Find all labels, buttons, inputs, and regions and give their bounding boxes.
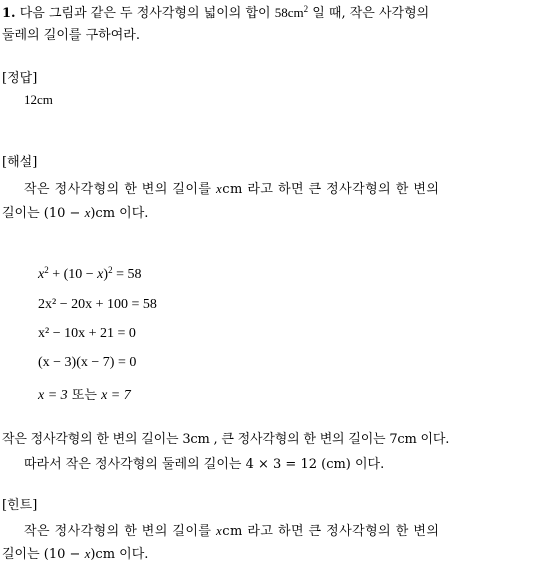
solution-intro-line-1	[24, 178, 439, 197]
eq1-x1: x	[38, 267, 45, 282]
solution-intro2-text-b: )cm 이다.	[90, 206, 149, 221]
area-exponent: 2	[303, 4, 309, 14]
problem-line-1	[2, 2, 429, 21]
equation-5	[38, 384, 131, 404]
problem-number: 1.	[2, 6, 16, 21]
problem-text-a: 다음 그림과 같은 두 정사각형의 넓이의 합이	[19, 6, 275, 21]
eq1-power1: 2	[44, 265, 49, 275]
eq5-root-b: x = 7	[101, 388, 131, 403]
eq1-x2: x	[97, 267, 104, 282]
eq5-root-a: x = 3	[38, 388, 68, 403]
hint-line-1	[24, 520, 439, 539]
answer-value: 12cm	[24, 92, 53, 107]
solution-intro-text-a: 작은 정사각형의 한 변의 길이를	[24, 182, 217, 197]
solution-result-line-2: 따라서 작은 정사각형의 둘레의 길이는 4 × 3 = 12 (cm) 이다.	[24, 457, 385, 472]
equation-4: (x − 3)(x − 7) = 0	[38, 355, 137, 370]
eq1-tail: = 58	[112, 267, 142, 282]
equation-1	[38, 267, 141, 283]
hint2-variable: x	[84, 546, 91, 561]
solution-intro-text-b: cm 라고 하면 큰 정사각형의 한 변의	[222, 182, 440, 197]
hint-line-2	[2, 543, 148, 562]
solution-intro2-text-a: 길이는 (10 −	[2, 206, 85, 221]
hint2-text-a: 길이는 (10 −	[2, 547, 85, 562]
hint-heading: [힌트]	[2, 498, 38, 513]
problem-line-2: 둘레의 길이를 구하여라.	[2, 28, 140, 43]
area-value: 58	[274, 5, 288, 20]
eq1-mid: + (10 −	[48, 267, 98, 282]
solution-intro2-variable: x	[84, 205, 91, 220]
hint-variable: x	[216, 523, 223, 538]
solution-intro-line-2	[2, 202, 148, 221]
solution-result-line-1: 작은 정사각형의 한 변의 길이는 3cm , 큰 정사각형의 한 변의 길이는 7cm 이다.	[2, 432, 450, 447]
answer-heading: [정답]	[2, 71, 38, 86]
equation-3: x² − 10x + 21 = 0	[38, 326, 136, 341]
eq1-close: )	[103, 267, 109, 282]
area-unit: cm	[287, 5, 304, 20]
solution-heading: [해설]	[2, 155, 38, 170]
problem-text-b: 일 때, 작은 사각형의	[308, 6, 430, 21]
eq5-or: 또는	[67, 388, 102, 403]
hint-text-a: 작은 정사각형의 한 변의 길이를	[24, 524, 217, 539]
hint-text-b: cm 라고 하면 큰 정사각형의 한 변의	[222, 524, 440, 539]
solution-intro-variable: x	[216, 181, 223, 196]
equation-2: 2x² − 20x + 100 = 58	[38, 297, 157, 312]
eq1-power2: 2	[108, 265, 113, 275]
hint2-text-b: )cm 이다.	[90, 547, 149, 562]
